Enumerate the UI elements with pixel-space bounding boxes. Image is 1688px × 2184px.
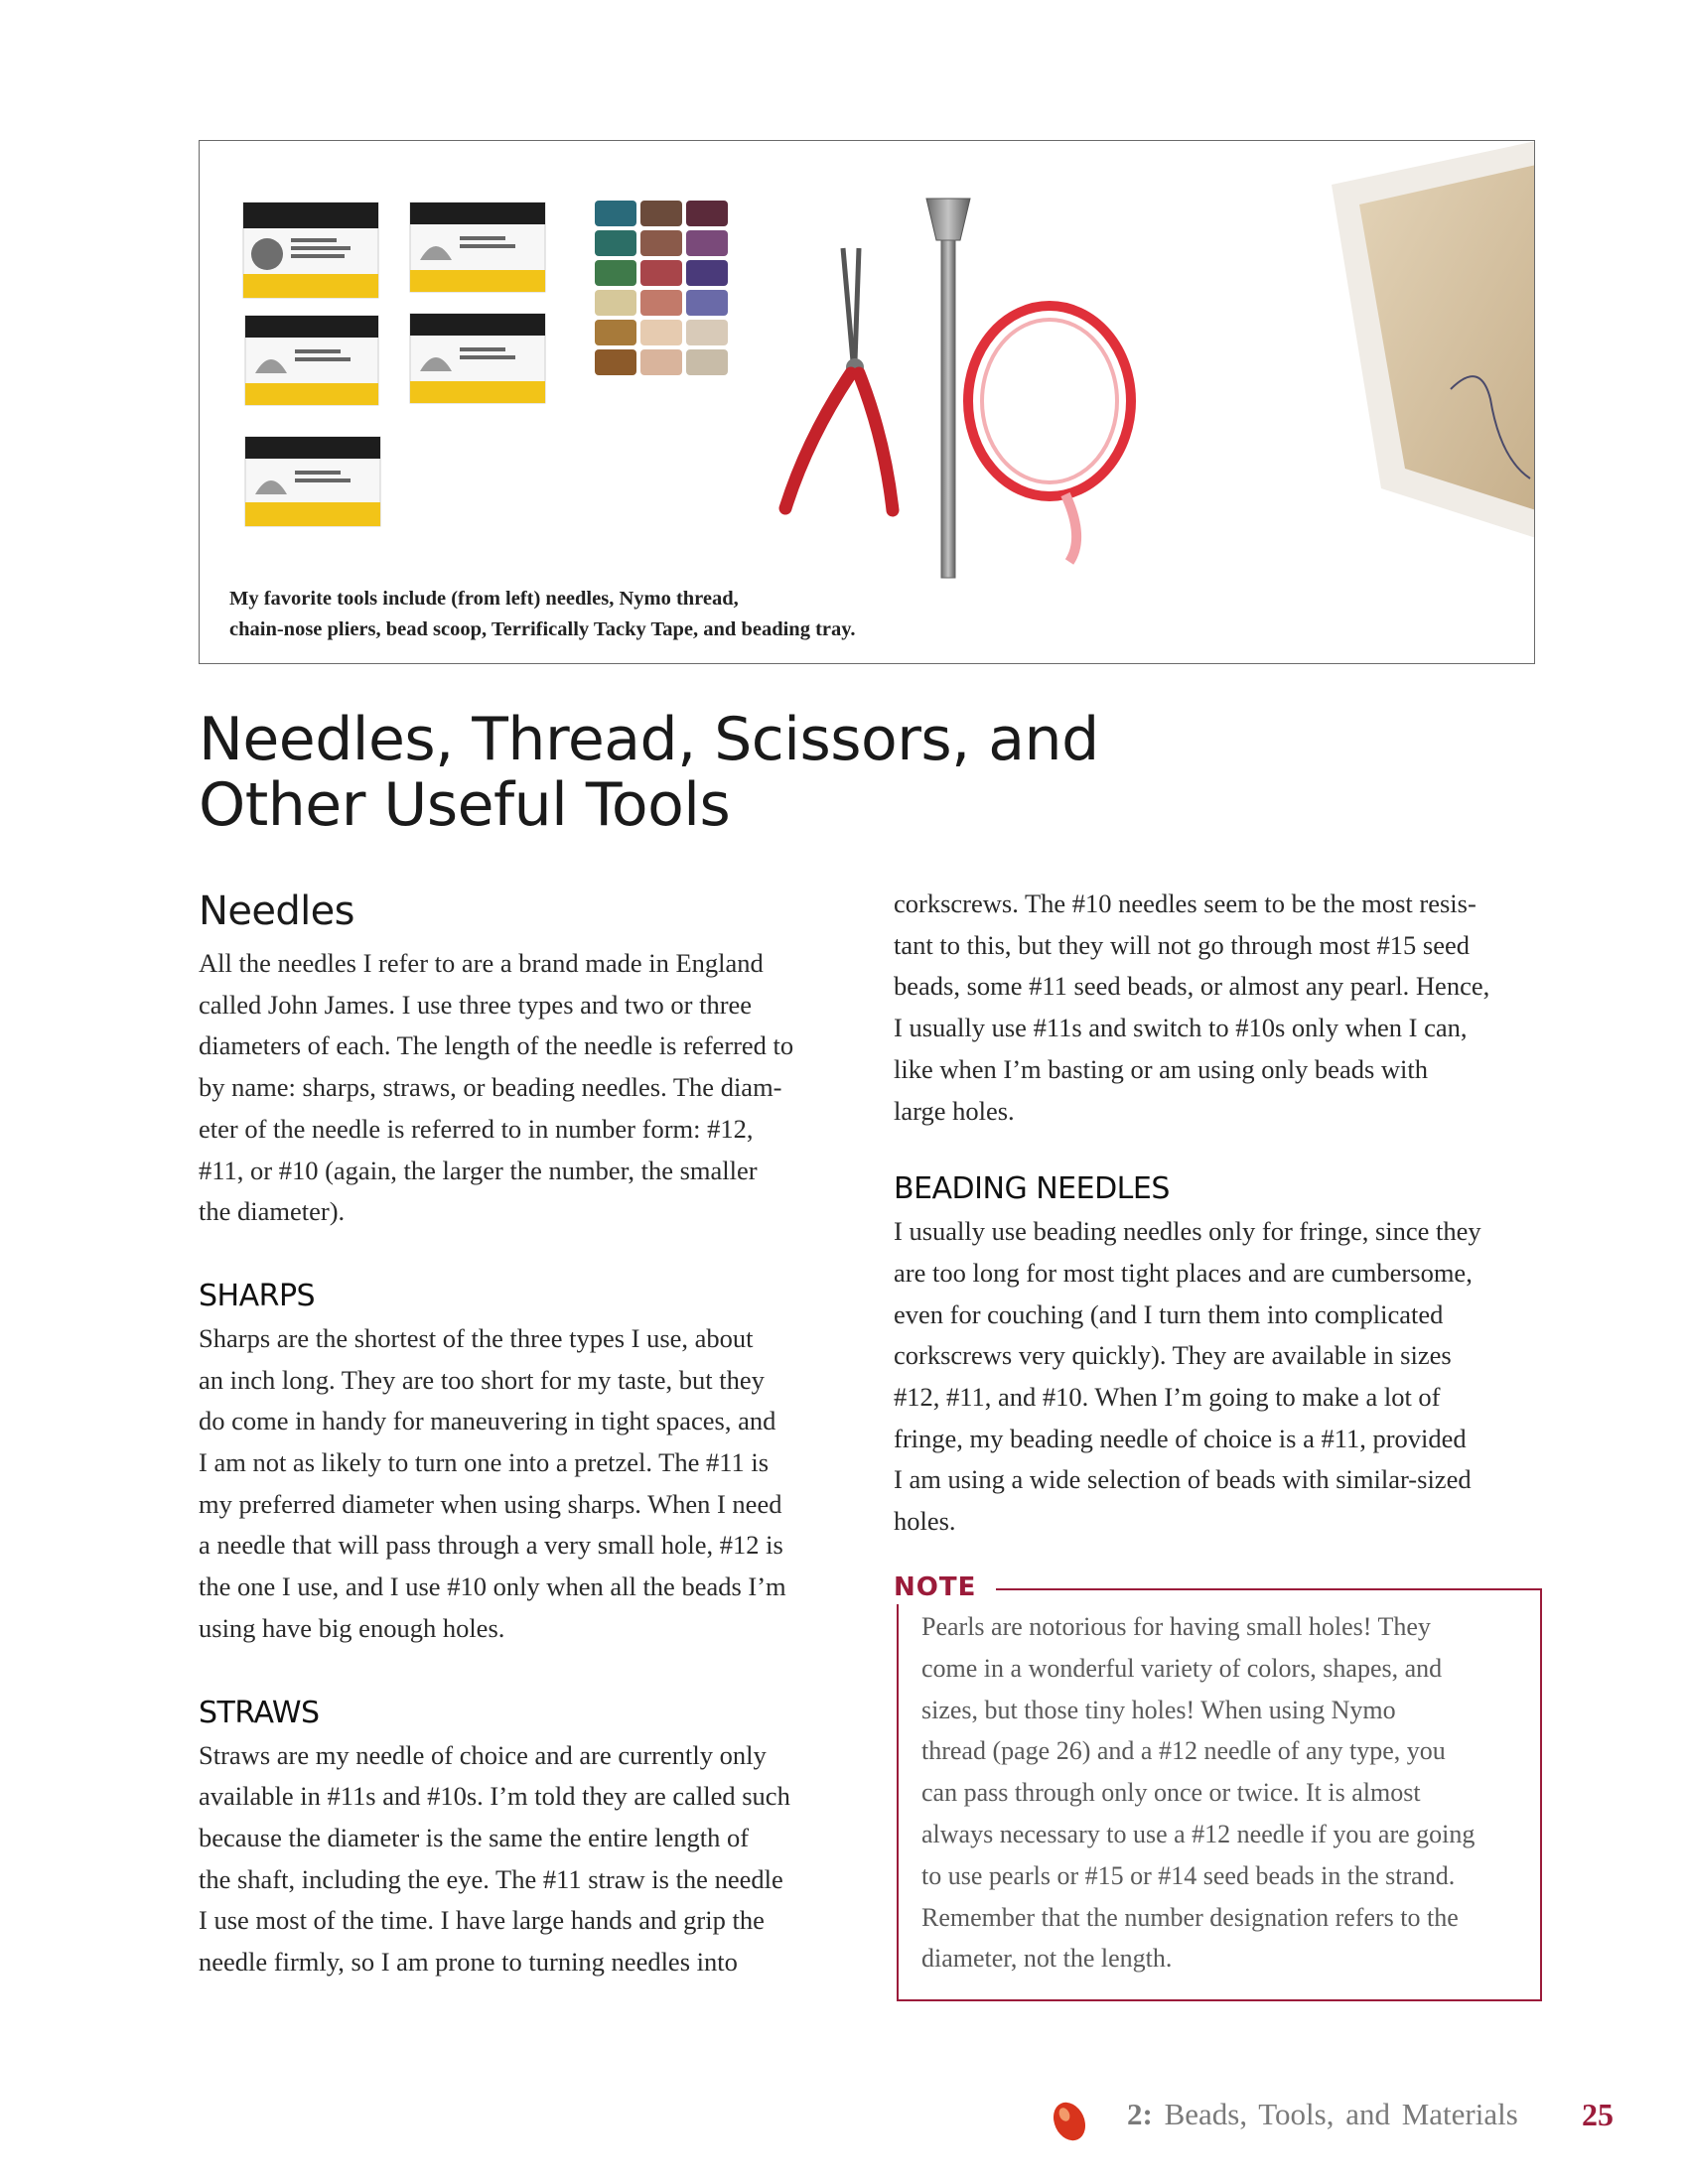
- text-line: tant to this, but they will not go through most #15 seed: [894, 929, 1471, 960]
- subheading-beading-needles: BEADING NEEDLES: [894, 1171, 1170, 1207]
- page-number: 25: [1582, 2097, 1614, 2132]
- text-line: using have big enough holes.: [199, 1612, 505, 1643]
- text-line: needle firmly, so I am prone to turning needles into: [199, 1947, 738, 1978]
- text-line: the diameter).: [199, 1196, 346, 1227]
- text-line: thread (page 26) and a #12 needle of any type, you: [921, 1736, 1446, 1766]
- text-line: available in #11s and #10s. I’m told they are called such: [199, 1781, 790, 1812]
- bead-icon: [1048, 2097, 1091, 2146]
- text-line: large holes.: [894, 1095, 1015, 1126]
- chain-nose-pliers: [785, 248, 893, 510]
- text-line: the shaft, including the eye. The #11 straw is the needle: [199, 1863, 783, 1894]
- title-line: Needles, Thread, Scissors, and: [199, 705, 1099, 774]
- text-line: I am using a wide selection of beads with similar-sized: [894, 1464, 1472, 1495]
- section-heading-needles: Needles: [199, 888, 354, 934]
- title-line: Other Useful Tools: [199, 770, 731, 840]
- text-line: I usually use beading needles only for fringe, since they: [894, 1216, 1481, 1247]
- text-line: my preferred diameter when using sharps. When I need: [199, 1488, 782, 1519]
- note-box-top-border: [996, 1588, 1542, 1590]
- text-line: do come in handy for maneuvering in tight spaces, and: [199, 1406, 776, 1436]
- text-line: sizes, but those tiny holes! When using Nymo: [921, 1695, 1396, 1724]
- running-footer: [1127, 2093, 1518, 2136]
- note-label: NOTE: [894, 1570, 984, 1604]
- text-line: corkscrews very quickly). They are available in sizes: [894, 1340, 1452, 1371]
- text-line: diameters of each. The length of the needle is referred to: [199, 1030, 794, 1061]
- text-line: #12, #11, and #10. When I’m going to make a lot of: [894, 1382, 1441, 1413]
- left-column: [199, 884, 844, 1983]
- figure-caption: [229, 584, 984, 645]
- text-line: always necessary to use a #12 needle if you are going: [921, 1819, 1476, 1848]
- text-line: to use pearls or #15 or #14 seed beads in the strand.: [921, 1860, 1456, 1890]
- text-line: can pass through only once or twice. It is almost: [921, 1778, 1421, 1808]
- text-line: All the needles I refer to are a brand made in England: [199, 948, 764, 978]
- text-line: called John James. I use three types and two or three: [199, 989, 753, 1020]
- text-line: like when I’m basting or am using only beads with: [894, 1053, 1429, 1084]
- nymo-thread-spools: [595, 201, 728, 375]
- tacky-tape-roll: [968, 306, 1131, 562]
- text-line: I use most of the time. I have large hands and grip the: [199, 1905, 765, 1936]
- beading-needles-paragraph: [894, 1211, 1539, 1543]
- text-line: I am not as likely to turn one into a pretzel. The #11 is: [199, 1447, 770, 1478]
- text-line: Remember that the number designation refers to the: [921, 1902, 1459, 1932]
- straws-paragraph: [199, 1735, 844, 1983]
- sharps-paragraph: [199, 1318, 844, 1650]
- note-text: [921, 1606, 1527, 1979]
- text-line: Straws are my needle of choice and are currently only: [199, 1739, 767, 1770]
- text-line: Sharps are the shortest of the three types I use, about: [199, 1322, 754, 1353]
- text-line: I usually use #11s and switch to #10s only when I can,: [894, 1013, 1468, 1043]
- text-line: beads, some #11 seed beads, or almost any pearl. Hence,: [894, 971, 1490, 1002]
- text-line: because the diameter is the same the entire length of: [199, 1822, 750, 1852]
- text-line: Pearls are notorious for having small holes! They: [921, 1612, 1431, 1641]
- text-line: are too long for most tight places and are cumbersome,: [894, 1257, 1473, 1288]
- page-footer: [1048, 2093, 1623, 2152]
- tools-photo-figure: [199, 140, 1535, 664]
- straws-continued-paragraph: [894, 884, 1539, 1132]
- right-column: [894, 884, 1539, 1543]
- needle-packets: [243, 203, 545, 526]
- text-line: a needle that will pass through a very small hole, #12 is: [199, 1530, 783, 1561]
- page-title: [199, 707, 1192, 838]
- text-line: #11, or #10 (again, the larger the number, the smaller: [199, 1155, 758, 1185]
- chapter-number: 2:: [1127, 2097, 1153, 2131]
- beading-tray: [1332, 141, 1535, 538]
- text-line: corkscrews. The #10 needles seem to be the most resis-: [894, 888, 1477, 918]
- text-line: come in a wonderful variety of colors, shapes, and: [921, 1653, 1443, 1683]
- text-line: an inch long. They are too short for my taste, but they: [199, 1364, 765, 1395]
- text-line: diameter, not the length.: [921, 1944, 1173, 1974]
- caption-line: My favorite tools include (from left) needles, Nymo thread,: [229, 588, 739, 610]
- subheading-sharps: SHARPS: [199, 1278, 316, 1313]
- text-line: holes.: [894, 1506, 956, 1537]
- text-line: eter of the needle is referred to in number form: #12,: [199, 1113, 754, 1144]
- subheading-straws: STRAWS: [199, 1695, 320, 1730]
- text-line: fringe, my beading needle of choice is a #11, provided: [894, 1423, 1467, 1453]
- bead-scoop: [926, 199, 970, 578]
- text-line: by name: sharps, straws, or beading needles. The diam-: [199, 1072, 782, 1103]
- text-line: the one I use, and I use #10 only when all the beads I’m: [199, 1571, 786, 1602]
- needles-intro-paragraph: [199, 943, 844, 1233]
- text-line: even for couching (and I turn them into complicated: [894, 1298, 1444, 1329]
- chapter-title: Beads, Tools, and Materials: [1164, 2097, 1518, 2131]
- caption-line: chain-nose pliers, bead scoop, Terrifically Tacky Tape, and beading tray.: [229, 618, 856, 640]
